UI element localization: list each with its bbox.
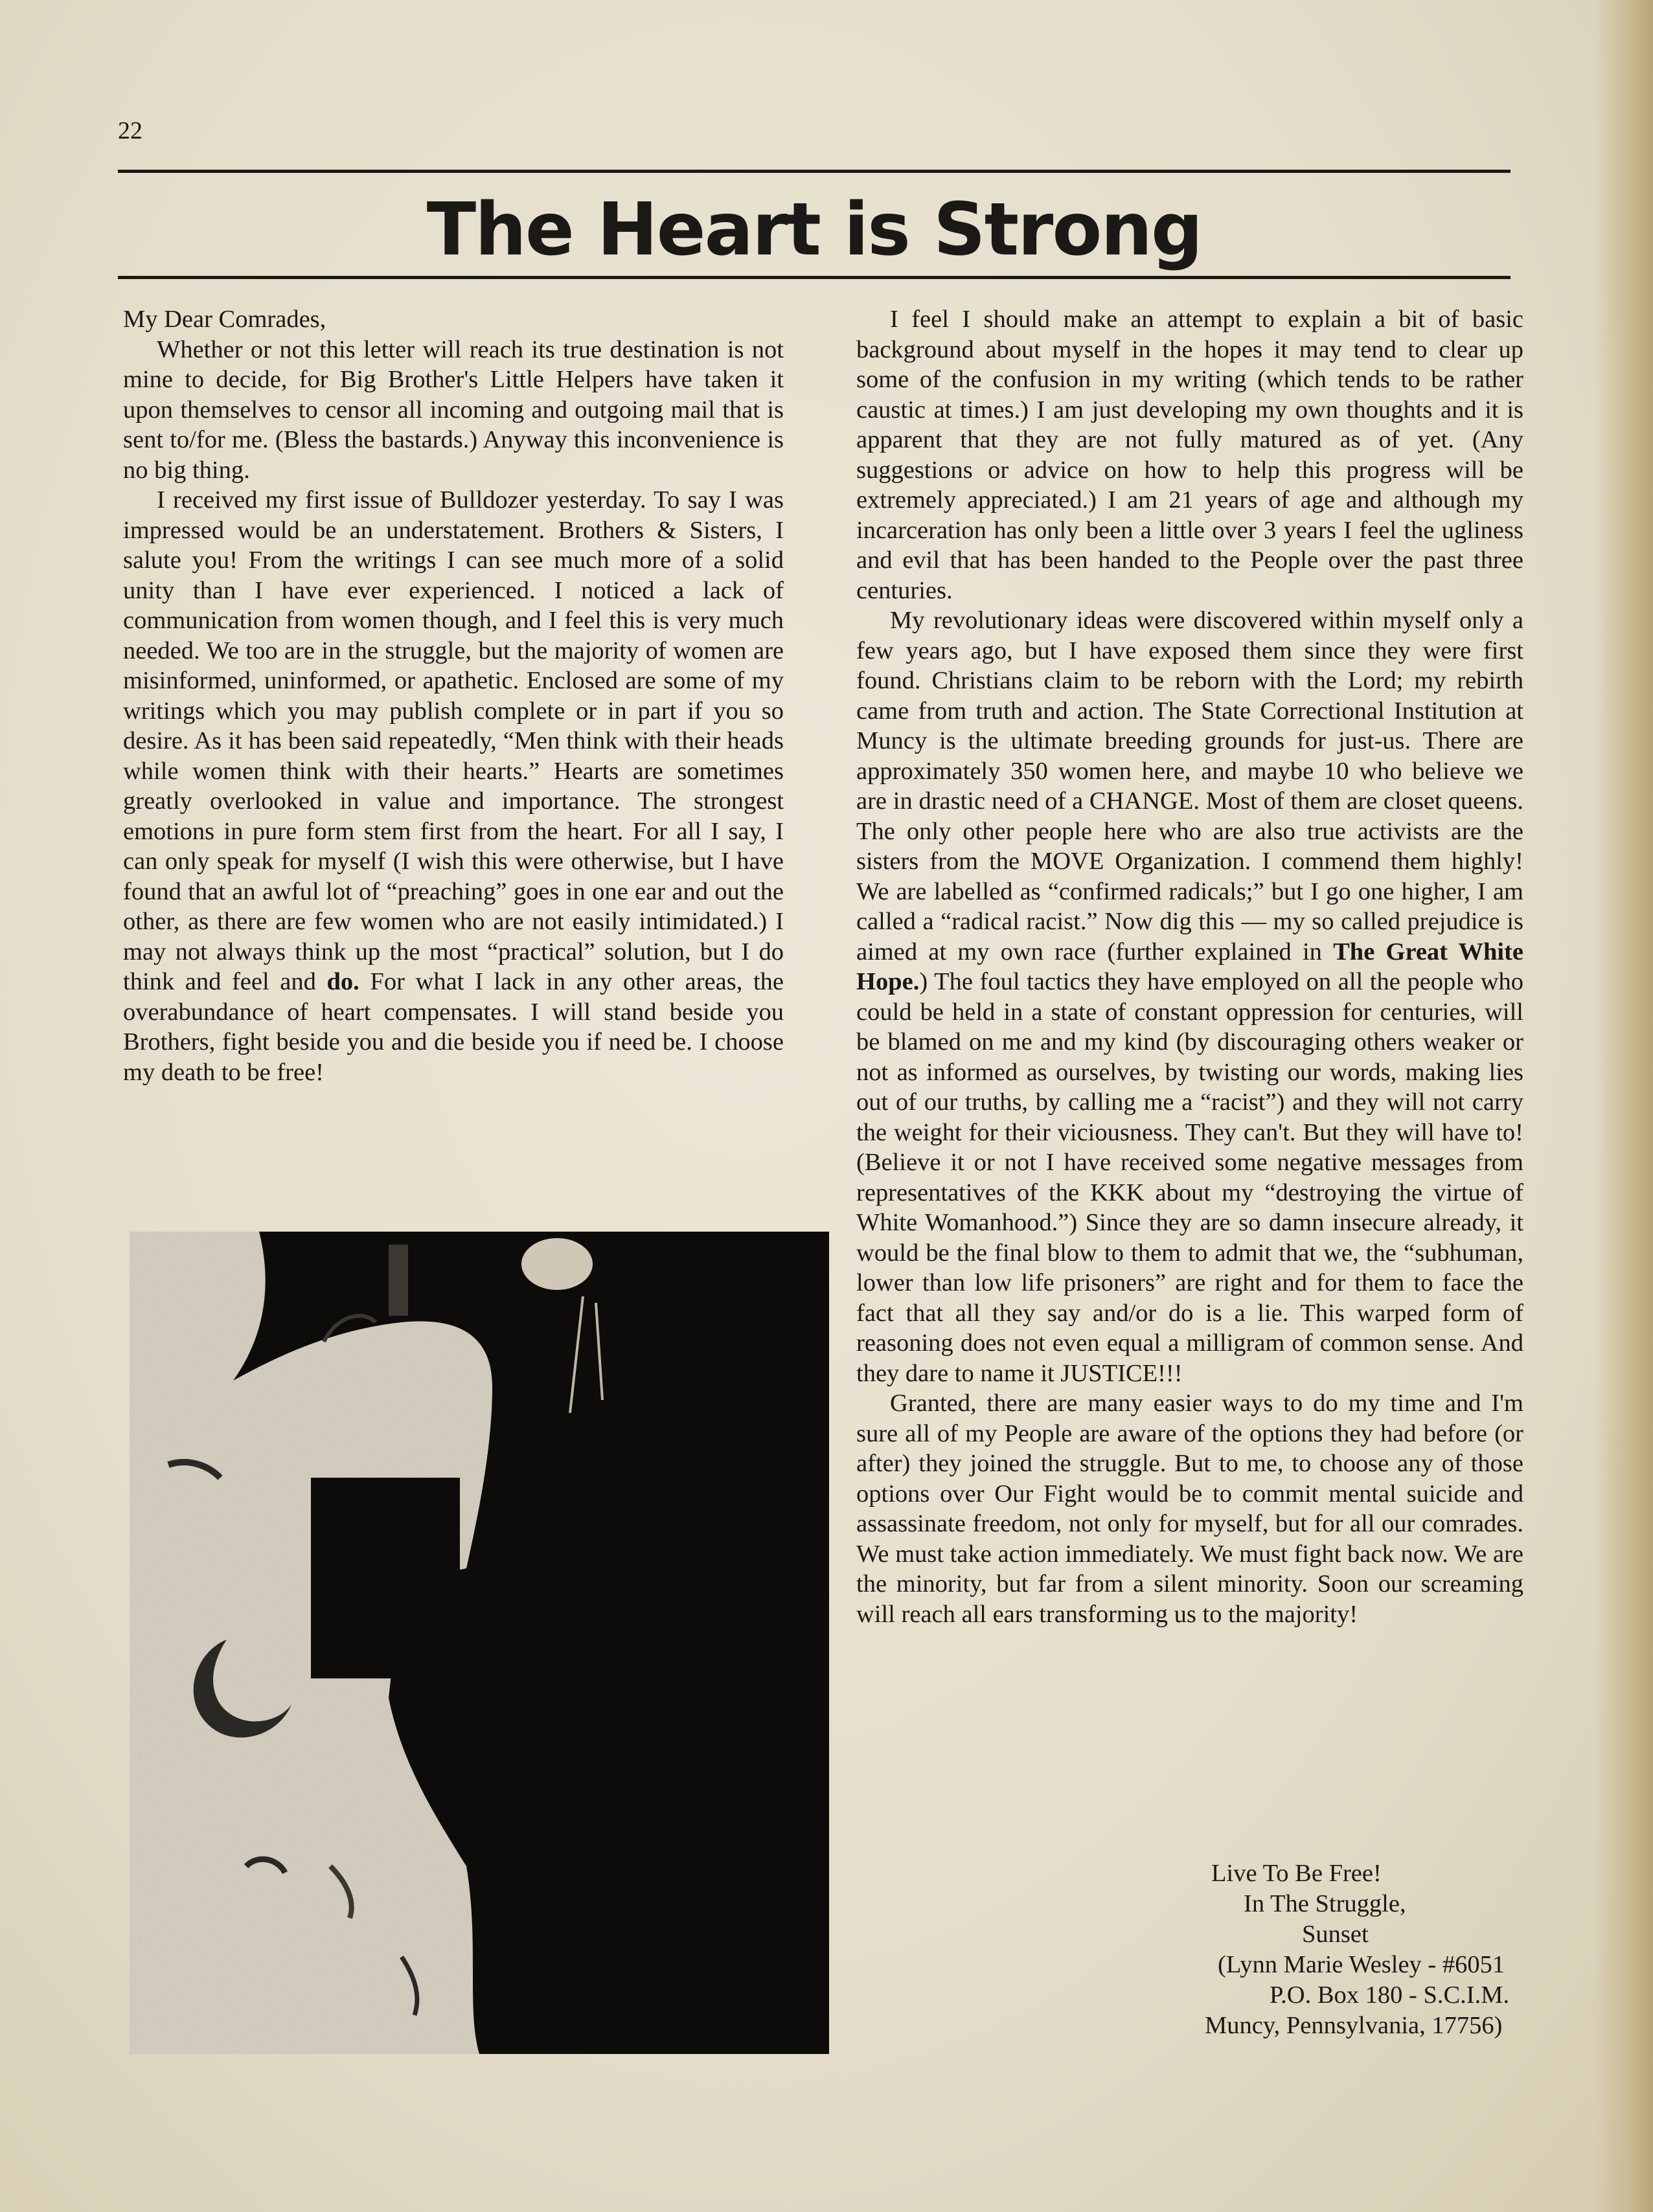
page-number: 22 <box>118 117 142 144</box>
signature-closing: Live To Be Free! <box>1211 1860 1382 1887</box>
title-reference: The Great White Hope. <box>856 938 1523 995</box>
paragraph-bulldozer <box>123 485 784 1087</box>
title-rule-bottom <box>118 276 1510 279</box>
paragraph-revolutionary-ideas-end: ) The foul tactics they have employed on all the people who could be held in a state of constant oppression for centuries, will be blamed on me and my kind (by discouraging others weaker or not as informed as ourselves, by twisting our words, making lies out of our truths, by calling me a “racist”) and they will not carry the weight for their viciousness. They can't. But they will have to! (Believe it or not I have received some negative messages from representatives of the KKK about my “destroying the virtue of White Womanhood.”) Since they are so damn insecure already, it would be the final blow to them to admit that we, the “subhuman, lower than low life prisoners” are right and for them to face the fact that all they say and/or do is a lie. This warped form of reasoning does not even equal a milligram of common sense. And they dare to name it JUSTICE!!! <box>856 968 1523 1387</box>
signature-address: P.O. Box 180 - S.C.I.M. <box>1270 1981 1510 2009</box>
paragraph-revolutionary-ideas <box>856 605 1523 1388</box>
signature-block <box>1205 1858 1568 2041</box>
title-rule-top <box>118 170 1510 173</box>
signature-city: Muncy, Pennsylvania, 17756) <box>1205 2012 1503 2039</box>
paragraph-background: I feel I should make an attempt to explain a bit of basic background about myself in the hopes it may tend to clear up some of the confusion in my writing (which tends to be rather caustic at times.) I am just developing my own thoughts and it is apparent that they are not fully matured as of yet. (Any suggestions or advice on how to help this progress will be extremely appreciated.) I am 21 years of age and although my incarceration has only been a little over 3 years I feel the ugliness and evil that has been handed to the People over the past three centuries. <box>856 306 1523 604</box>
paragraph-bulldozer-text: I received my first issue of Bulldozer yesterday. To say I was impressed would be an understatement. Brothers & Sisters, I salute you! From the writings I can see much more of a solid unity than I have ever experienced. I noticed a lack of communication from women though, and I feel this is very much needed. We too are in the struggle, but the majority of women are misinformed, uninformed, or apathetic. Enclosed are some of my writings which you may publish complete or in part if you so desire. As it has been said repeatedly, “Men think with their heads while women think with their hearts.” Hearts are sometimes greatly overlooked in value and importance. The strongest emotions in pure form stem first from the heart. For all I say, I can only speak for myself (I wish this were otherwise, but I have found that an awful lot of “preaching” goes in one ear and out the other, as there are few women who are not easily intimidated.) I may not always think up the most “practical” solution, but I do think and feel and <box>123 486 784 995</box>
paragraph-censorship: Whether or not this letter will reach its true destination is not mine to decide, for Big Brother's Little Helpers have taken it upon themselves to censor all incoming and outgoing mail that is sent to/for me. (Bless the bastards.) Anyway this inconvenience is no big thing. <box>123 335 784 484</box>
signature-struggle: In The Struggle, <box>1244 1890 1406 1917</box>
page-edge-shadow <box>1595 0 1653 2212</box>
paragraph-granted: Granted, there are many easier ways to do my time and I'm sure all of my People are aware of the options they had before (or after) they joined the struggle. But to me, to choose any of those options over Our Fight would be to commit mental suicide and assassinate freedom, not only for myself, but for all our comrades. We must take action immediately. We must fight back now. We are the minority, but far from a silent minority. Soon our screaming will reach all ears transforming us to the majority! <box>856 1390 1523 1628</box>
signature-legal-name: (Lynn Marie Wesley - #6051 <box>1218 1951 1505 1978</box>
emphasis-do: do. <box>326 968 359 995</box>
abstract-illustration <box>130 1232 829 2054</box>
abstract-figure-artwork <box>130 1232 829 2054</box>
paragraph-bulldozer-tail: For what I lack in any other areas, the overabundance of heart compensates. I will stand beside you Brothers, fight beside you and die beside you if need be. I choose my death to be free! <box>123 968 784 1086</box>
left-column <box>123 304 784 1087</box>
salutation: My Dear Comrades, <box>123 306 326 333</box>
right-column <box>856 304 1523 1629</box>
paragraph-revolutionary-ideas-start: My revolutionary ideas were discovered within myself only a few years ago, but I have exposed them since they were first found. Christians claim to be reborn with the Lord; my rebirth came from truth and action. The State Correctional Institution at Muncy is the ultimate breeding grounds for just-us. There are approximately 350 women here, and maybe 10 who believe we are in drastic need of a CHANGE. Most of them are closet queens. The only other people here who are also true activists are the sisters from the MOVE Organization. I commend them highly! We are labelled as “confirmed radicals;” but I go one higher, I am called a “radical racist.” Now dig this — my so called prejudice is aimed at my own race (further explained in <box>856 607 1523 965</box>
signature-name: Sunset <box>1302 1921 1369 1948</box>
article-title: The Heart is Strong <box>426 188 1202 272</box>
